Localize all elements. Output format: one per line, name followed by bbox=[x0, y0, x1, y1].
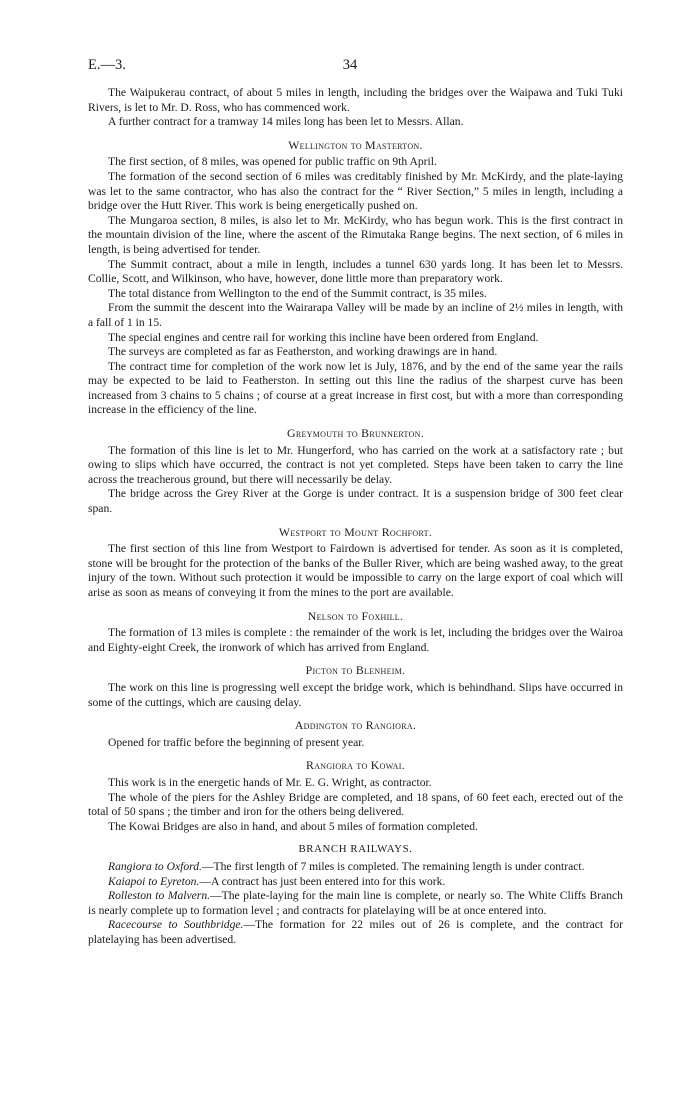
paragraph: The whole of the piers for the Ashley Bridge are completed, and 18 spans, of 60 feet each, erected out of the total of 50 spans ; the timber and iron for the others being delivered. bbox=[88, 790, 623, 819]
branch-item-lead: Kaiapoi to Eyreton. bbox=[108, 874, 200, 888]
section-heading: Wellington to Masterton. bbox=[288, 137, 423, 152]
paragraph: The Summit contract, about a mile in length, includes a tunnel 630 yards long. It has been let to Messrs. Collie, Scott, and Wilkinson, who have, however, done little more than preparatory work. bbox=[88, 257, 623, 286]
page-number: 34 bbox=[342, 57, 358, 73]
paragraph: A further contract for a tramway 14 miles long has been let to Messrs. Allan. bbox=[108, 115, 464, 129]
section-heading: Picton to Blenheim. bbox=[305, 663, 406, 678]
document-body bbox=[88, 86, 623, 947]
branch-item-text: —A contract has just been entered into for this work. bbox=[199, 874, 446, 888]
paragraph: The work on this line is progressing well except the bridge work, which is behindhand. Slips have occurred in some of the cuttings, which are causing delay. bbox=[88, 680, 623, 709]
paragraph: This work is in the energetic hands of Mr. E. G. Wright, as contractor. bbox=[108, 775, 432, 789]
document-reference: E.—3. bbox=[88, 57, 126, 73]
paragraph: The Mungaroa section, 8 miles, is also let to Mr. McKirdy, who has begun work. This is the first contract in the mountain division of the line, where the ascent of the Rimutaka Range begins. The next section, of 6 miles in length, is being advertised for tender. bbox=[88, 213, 623, 256]
paragraph: The total distance from Wellington to the end of the Summit contract, is 35 miles. bbox=[108, 286, 487, 300]
branch-item-lead: Rolleston to Malvern. bbox=[108, 889, 211, 903]
branch-item-text: —The formation for 22 miles out of 26 is complete, and the contract for platelaying has been advertised. bbox=[88, 918, 623, 946]
branch-item bbox=[88, 918, 623, 947]
branch-item bbox=[88, 875, 623, 890]
branch-item bbox=[88, 889, 623, 918]
section-heading: Nelson to Foxhill. bbox=[307, 608, 404, 623]
paragraph: The Kowai Bridges are also in hand, and about 5 miles of formation completed. bbox=[108, 819, 478, 833]
paragraph: The surveys are completed as far as Featherston, and working drawings are in hand. bbox=[108, 345, 498, 359]
paragraph: The special engines and centre rail for working this incline have been ordered from England. bbox=[108, 330, 539, 344]
branch-item-lead: Racecourse to Southbridge. bbox=[108, 918, 244, 932]
section-heading: Addington to Rangiora. bbox=[294, 718, 417, 733]
paragraph: The bridge across the Grey River at the Gorge is under contract. It is a suspension bridge of 300 feet clear span. bbox=[88, 487, 623, 516]
section-heading: Greymouth to Brunnerton. bbox=[287, 426, 424, 441]
branch-item-text: —The first length of 7 miles is completed. The remaining length is under contract. bbox=[201, 859, 585, 873]
branch-item bbox=[88, 860, 623, 875]
section-heading: BRANCH RAILWAYS. bbox=[298, 843, 413, 856]
paragraph: The Waipukerau contract, of about 5 miles in length, including the bridges over the Waipawa and Tuki Tuki Rivers, is let to Mr. D. Ross, who has commenced work. bbox=[88, 86, 623, 114]
section-heading: Westport to Mount Rochfort. bbox=[278, 524, 433, 539]
paragraph: The formation of 13 miles is complete : the remainder of the work is let, including the bridges over the Wairoa and Eighty-eight Creek, the ironwork of which has arrived from England. bbox=[88, 626, 623, 654]
branch-item-text: —The plate-laying for the main line is complete, or nearly so. The White Cliffs Branch is nearly complete up to formation level ; and contracts for platelaying will be at once entered into. bbox=[88, 889, 623, 917]
branch-item-lead: Rangiora to Oxford. bbox=[108, 859, 202, 873]
paragraph: The formation of this line is let to Mr. Hungerford, who has carried on the work at a satisfactory rate ; but owing to slips which have occurred, the contract is not yet completed. Steps have been taken to carry the line across the treacherous ground, but there will necessarily be delay. bbox=[88, 443, 623, 486]
paragraph: The contract time for completion of the work now let is July, 1876, and by the end of the same year the rails may be expected to be laid to Featherston. In setting out this line the radius of the sharpest curve has been increased from 3 chains to 5 chains ; of course at a great increase in first cost, but with a more than corresponding increase in the efficiency of the line. bbox=[88, 359, 623, 417]
paragraph: The first section, of 8 miles, was opened for public traffic on 9th April. bbox=[108, 155, 437, 169]
section-heading: Rangiora to Kowai. bbox=[306, 758, 405, 773]
paragraph: The formation of the second section of 6 miles was creditably finished by Mr. McKirdy, and the plate-laying was let to the same contractor, who has also the contract for the “ River Section,” 5 miles in length, including a bridge over the Hutt River. This work is being energetically pushed on. bbox=[88, 169, 623, 213]
paragraph: The first section of this line from Westport to Fairdown is advertised for tender. As soon as it is completed, stone will be brought for the protection of the banks of the Buller River, which are being washed away, to the great injury of the town. Without such protection it would be impossible to carry on the large export of coal which will arise as soon as means of conveying it from the mines to the port are available. bbox=[88, 542, 623, 599]
paragraph: Opened for traffic before the beginning of present year. bbox=[108, 735, 365, 749]
paragraph: From the summit the descent into the Wairarapa Valley will be made by an incline of 2½ miles in length, with a fall of 1 in 15. bbox=[88, 301, 623, 329]
